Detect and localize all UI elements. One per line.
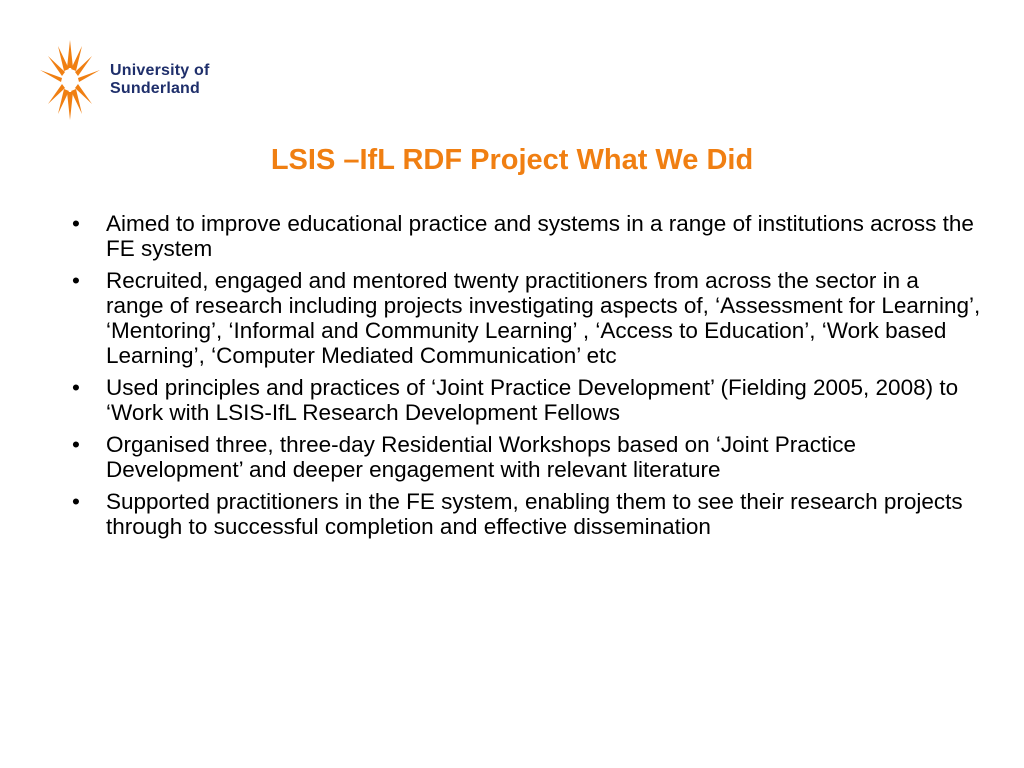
bullet-item <box>72 268 982 368</box>
bullet-item <box>72 375 982 425</box>
bullet-dot: • <box>72 432 80 457</box>
university-name <box>110 62 210 98</box>
bullet-text: Supported practitioners in the FE system, enabling them to see their research projects through to successful completion and effective dissemination <box>106 489 963 539</box>
bullet-item <box>72 489 982 539</box>
university-logo <box>36 38 246 124</box>
bullet-item <box>72 432 982 482</box>
bullet-text: Aimed to improve educational practice and systems in a range of institutions across the FE system <box>106 211 974 261</box>
university-name-line1: University of <box>110 62 210 79</box>
bullet-dot: • <box>72 489 80 514</box>
bullet-text: Used principles and practices of ‘Joint Practice Development’ (Fielding 2005, 2008) to ‘Work with LSIS-IfL Research Development Fellows <box>106 375 959 425</box>
bullet-dot: • <box>72 211 80 236</box>
bullet-item <box>72 211 982 261</box>
bullet-dot: • <box>72 375 80 400</box>
slide-title: LSIS –IfL RDF Project What We Did <box>270 144 754 176</box>
bullet-list <box>72 211 982 546</box>
university-name-line2: Sunderland <box>110 80 201 97</box>
bullet-text: Recruited, engaged and mentored twenty practitioners from across the sector in a range of research including projects investigating aspects of, ‘Assessment for Learning’, ‘Mentoring’, ‘Informal and Community Learning’ , ‘Access to Education’, ‘Work based Learning’, ‘Computer Mediated Communication’ etc <box>106 268 981 368</box>
sunburst-logo-icon <box>36 38 104 122</box>
bullet-text: Organised three, three-day Residential Workshops based on ‘Joint Practice Development’ and deeper engagement with relevant literature <box>106 432 856 482</box>
bullet-dot: • <box>72 268 80 293</box>
